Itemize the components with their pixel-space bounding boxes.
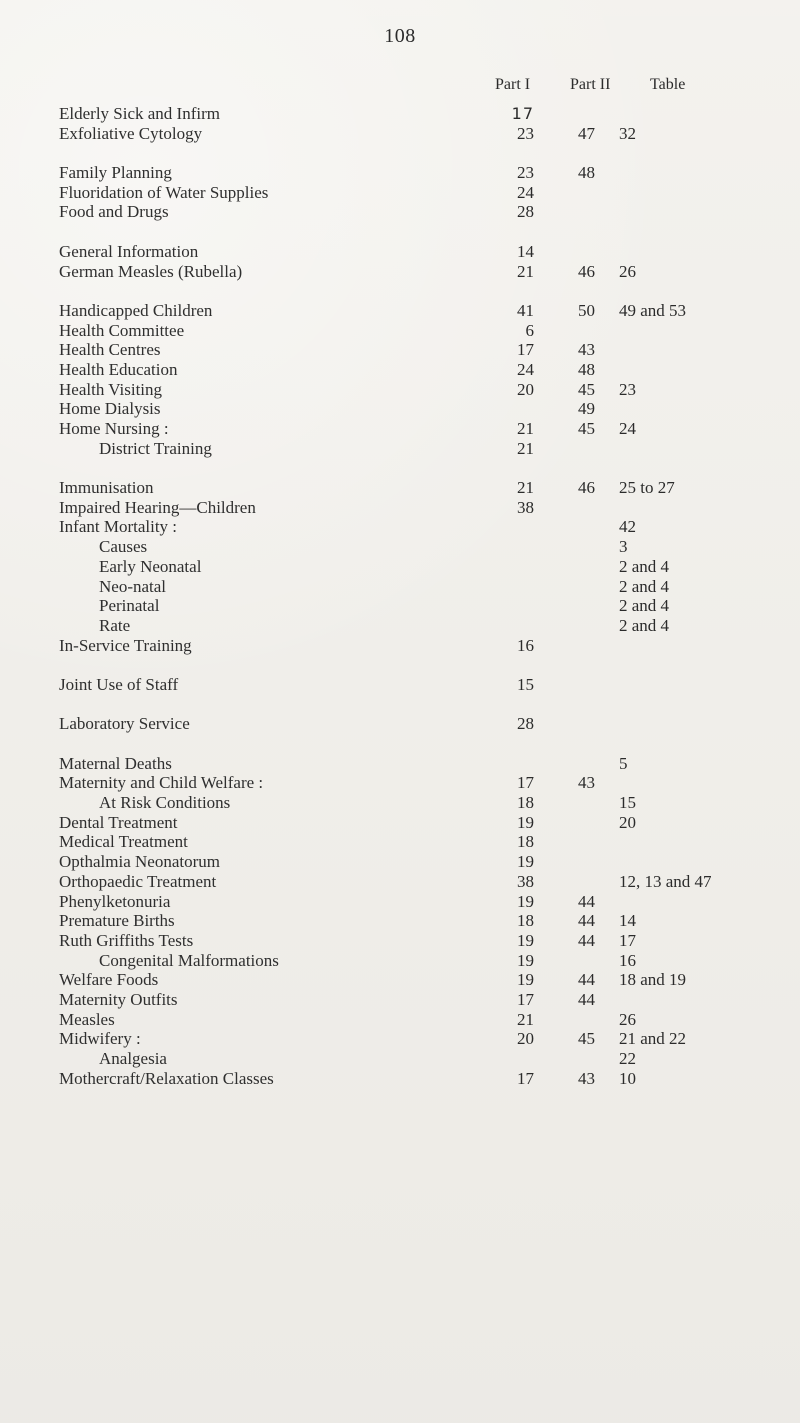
part-ii-value: 43	[578, 1068, 595, 1088]
part-i-value: 28	[517, 202, 534, 222]
index-row-family-planning	[0, 163, 800, 183]
index-row-fluoridation-water-supplies	[0, 183, 800, 203]
index-row-at-risk-conditions	[0, 793, 800, 813]
row-label: Handicapped Children	[59, 300, 213, 320]
row-label: Ruth Griffiths Tests	[59, 930, 194, 950]
row-label: Opthalmia Neonatorum	[59, 852, 220, 872]
index-row-perinatal	[0, 596, 800, 616]
index-row-premature-births	[0, 911, 800, 931]
row-label: Infant Mortality :	[59, 517, 178, 537]
row-label: Phenylketonuria	[59, 891, 171, 911]
table-value: 26	[619, 261, 636, 281]
row-label: Welfare Foods	[59, 970, 159, 990]
row-label: In-Service Training	[59, 635, 192, 655]
part-i-value: 17	[517, 989, 534, 1009]
column-headers	[0, 76, 800, 98]
part-i-value: 17	[517, 1068, 534, 1088]
index-row-impaired-hearing-children	[0, 498, 800, 518]
table-value: 22	[619, 1049, 636, 1068]
part-i-value: 19	[517, 950, 534, 970]
index-row-district-training	[0, 439, 800, 459]
index-row-rate	[0, 616, 800, 636]
part-ii-value: 48	[578, 359, 595, 379]
table-value: 16	[619, 950, 636, 970]
row-label: Health Committee	[59, 320, 185, 340]
part-i-value: 19	[517, 852, 534, 872]
part-i-value: 23	[517, 123, 534, 143]
table-value: 2 and 4	[619, 576, 670, 596]
part-i-value: 19	[517, 930, 534, 950]
table-value: 2 and 4	[619, 556, 670, 576]
index-row-maternity-child-welfare	[0, 773, 800, 793]
index-row-causes	[0, 537, 800, 557]
index-row-handicapped-children	[0, 301, 800, 321]
table-value: 14	[619, 911, 636, 931]
row-label: Analgesia	[99, 1049, 167, 1068]
part-ii-value: 43	[578, 340, 595, 360]
table-value: 2 and 4	[619, 596, 670, 616]
part-ii-value: 48	[578, 163, 595, 183]
index-row-health-education	[0, 360, 800, 380]
table-value: 5	[619, 753, 628, 773]
part-ii-value: 44	[578, 930, 595, 950]
index-row-maternity-outfits	[0, 990, 800, 1010]
index-row-opthalmia-neonatorum	[0, 852, 800, 872]
table-value: 17	[619, 930, 636, 950]
part-i-value: 38	[517, 497, 534, 517]
row-label: Measles	[59, 1009, 115, 1029]
table-value: 23	[619, 379, 636, 399]
row-label: Maternal Deaths	[59, 753, 172, 773]
row-label: Perinatal	[99, 596, 160, 616]
part-i-value: 17	[511, 104, 534, 123]
index-row-medical-treatment	[0, 832, 800, 852]
index-row-elderly-sick-and-infirm	[0, 104, 800, 124]
part-i-value: 24	[517, 182, 534, 202]
part-i-value: 23	[517, 163, 534, 183]
table-value: 10	[619, 1068, 636, 1088]
index-row-infant-mortality	[0, 517, 800, 537]
part-i-value: 18	[517, 832, 534, 852]
row-label: Causes	[99, 537, 148, 557]
index-row-maternal-deaths	[0, 754, 800, 774]
index-row-orthopaedic-treatment	[0, 872, 800, 892]
index-row-mothercraft-relaxation-classes	[0, 1069, 800, 1089]
part-i-value: 38	[517, 871, 534, 891]
table-value: 25 to 27	[619, 478, 675, 498]
part-ii-header: Part II	[570, 76, 611, 93]
row-label: Fluoridation of Water Supplies	[59, 182, 269, 202]
index-row-congenital-malformations	[0, 951, 800, 971]
row-label: Food and Drugs	[59, 202, 169, 222]
part-ii-value: 50	[578, 300, 595, 320]
table-value: 21 and 22	[619, 1029, 687, 1049]
index-row-neo-natal	[0, 577, 800, 597]
part-i-value: 14	[517, 241, 534, 261]
row-label: Health Education	[59, 359, 178, 379]
table-value: 49 and 53	[619, 300, 687, 320]
part-ii-value: 46	[578, 261, 595, 281]
row-label: Maternity Outfits	[59, 989, 178, 1009]
part-i-value: 24	[517, 359, 534, 379]
index-row-in-service-training	[0, 636, 800, 656]
index-row-exfoliative-cytology	[0, 124, 800, 144]
table-value: 20	[619, 812, 636, 832]
row-label: Impaired Hearing—Children	[59, 497, 256, 517]
part-i-value: 21	[517, 261, 534, 281]
index-row-german-measles	[0, 262, 800, 282]
row-label: Immunisation	[59, 478, 154, 498]
table-value: 18 and 19	[619, 970, 687, 990]
row-label: Exfoliative Cytology	[59, 123, 203, 143]
index-row-welfare-foods	[0, 970, 800, 990]
index-row-phenylketonuria	[0, 892, 800, 912]
row-label: Dental Treatment	[59, 812, 178, 832]
row-label: At Risk Conditions	[99, 793, 231, 813]
part-ii-value: 47	[578, 123, 595, 143]
part-ii-value: 44	[578, 891, 595, 911]
part-ii-value: 45	[578, 1029, 595, 1049]
index-row-analgesia	[0, 1049, 800, 1069]
part-i-value: 28	[517, 714, 534, 734]
part-i-value: 41	[517, 300, 534, 320]
table-value: 2 and 4	[619, 615, 670, 635]
part-i-value: 17	[517, 773, 534, 793]
index-row-joint-use-of-staff	[0, 675, 800, 695]
row-label: Neo-natal	[99, 576, 167, 596]
row-label: Laboratory Service	[59, 714, 190, 734]
part-i-value: 19	[517, 970, 534, 990]
row-label: Rate	[99, 615, 131, 635]
row-label: Congenital Malformations	[99, 950, 279, 970]
row-label: Early Neonatal	[99, 556, 202, 576]
row-label: Maternity and Child Welfare :	[59, 773, 264, 793]
row-label: German Measles (Rubella)	[59, 261, 243, 281]
table-value: 26	[619, 1009, 636, 1029]
row-label: Elderly Sick and Infirm	[59, 104, 220, 123]
row-label: Health Visiting	[59, 379, 163, 399]
part-i-value: 21	[517, 478, 534, 498]
index-row-immunisation	[0, 478, 800, 498]
index-row-home-dialysis	[0, 399, 800, 419]
index-table	[0, 104, 800, 1088]
index-row-general-information	[0, 242, 800, 262]
part-i-value: 20	[517, 1029, 534, 1049]
part-ii-value: 44	[578, 989, 595, 1009]
table-value: 32	[619, 123, 636, 143]
row-label: Medical Treatment	[59, 832, 188, 852]
part-i-value: 19	[517, 891, 534, 911]
part-i-value: 16	[517, 635, 534, 655]
part-i-value: 18	[517, 911, 534, 931]
row-label: Orthopaedic Treatment	[59, 871, 217, 891]
part-i-value: 19	[517, 812, 534, 832]
part-ii-value: 43	[578, 773, 595, 793]
part-ii-value: 46	[578, 478, 595, 498]
part-i-value: 15	[517, 674, 534, 694]
index-row-health-committee	[0, 321, 800, 341]
index-row-health-visiting	[0, 380, 800, 400]
row-label: Premature Births	[59, 911, 175, 931]
table-value: 15	[619, 793, 636, 813]
index-row-midwifery	[0, 1029, 800, 1049]
part-i-value: 6	[525, 320, 534, 340]
part-ii-value: 44	[578, 911, 595, 931]
table-header: Table	[650, 76, 686, 93]
part-i-value: 20	[517, 379, 534, 399]
row-label: General Information	[59, 241, 199, 261]
part-i-value: 21	[517, 1009, 534, 1029]
index-row-health-centres	[0, 340, 800, 360]
table-value: 24	[619, 419, 636, 438]
part-i-value: 21	[517, 438, 534, 458]
index-row-ruth-griffiths-tests	[0, 931, 800, 951]
row-label: Family Planning	[59, 163, 172, 183]
table-value: 42	[619, 517, 636, 537]
index-row-home-nursing	[0, 419, 800, 439]
part-ii-value: 45	[578, 419, 595, 438]
part-ii-value: 49	[578, 399, 595, 419]
table-value: 3	[619, 537, 628, 557]
index-row-laboratory-service	[0, 714, 800, 734]
index-row-early-neonatal	[0, 557, 800, 577]
row-label: Health Centres	[59, 340, 161, 360]
part-ii-value: 45	[578, 379, 595, 399]
part-i-value: 18	[517, 793, 534, 813]
row-label: Mothercraft/Relaxation Classes	[59, 1068, 274, 1088]
index-row-dental-treatment	[0, 813, 800, 833]
row-label: Joint Use of Staff	[59, 674, 179, 694]
index-row-measles	[0, 1010, 800, 1030]
row-label: Home Dialysis	[59, 399, 161, 419]
page-number: 108	[384, 25, 416, 47]
part-ii-value: 44	[578, 970, 595, 990]
index-row-food-and-drugs	[0, 202, 800, 222]
row-label: District Training	[99, 438, 212, 458]
part-i-header: Part I	[495, 76, 531, 93]
table-value: 12, 13 and 47	[619, 871, 712, 891]
part-i-value: 17	[517, 340, 534, 360]
part-i-value: 21	[517, 419, 534, 438]
row-label: Midwifery :	[59, 1029, 141, 1049]
row-label: Home Nursing :	[59, 419, 169, 438]
